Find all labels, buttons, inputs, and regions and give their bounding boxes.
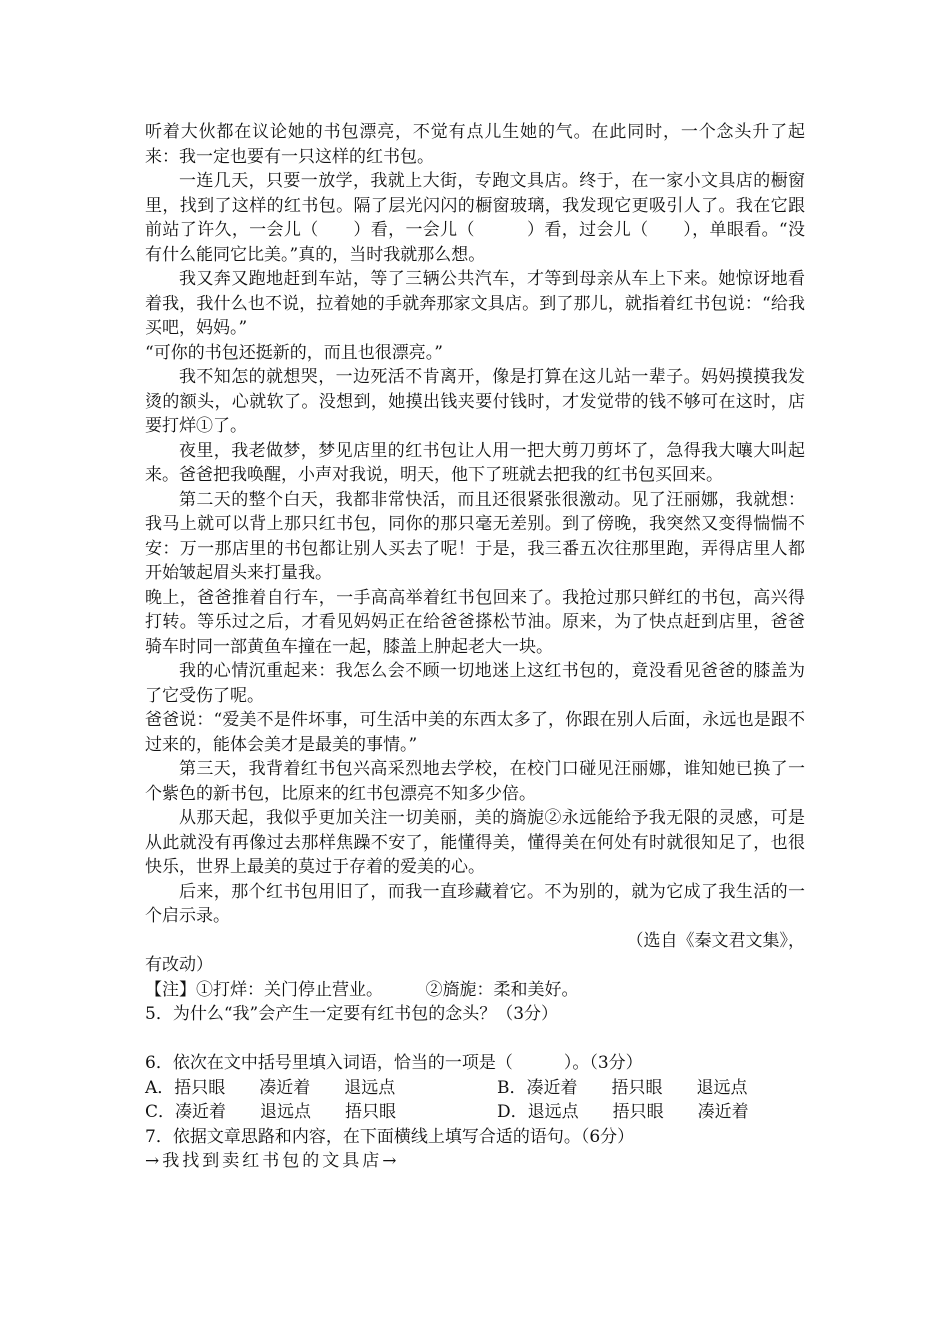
article-paragraph: 第三天，我背着红书包兴高采烈地去学校，在校门口碰见汪丽娜，谁知她已换了一个紫色的新书包，比原来的红书包漂亮不知多少倍。	[145, 759, 805, 804]
article-paragraph: 听着大伙都在议论她的书包漂亮，不觉有点儿生她的气。在此同时，一个念头升了起来：我一定也要有一只这样的红书包。	[145, 122, 805, 167]
article-paragraph: “可你的书包还挺新的，而且也很漂亮。”	[145, 342, 443, 363]
article-paragraph: 第二天的整个白天，我都非常快活，而且还很紧张很激动。见了汪丽娜，我就想：我马上就可以背上那只红书包，同你的那只毫无差别。到了傍晚，我突然又变得惴惴不安：万一那店里的书包都让别人买去了呢！于是，我三番五次往那里跑，弄得店里人都开始皱起眉头来打量我。	[145, 489, 805, 583]
article-paragraph: 后来，那个红书包用旧了，而我一直珍藏着它。不为别的，就为它成了我生活的一个启示录。	[145, 881, 805, 926]
question-5: 5．为什么“我”会产生一定要有红书包的念头？（3分）	[145, 1004, 559, 1024]
article-paragraph: 我的心情沉重起来：我怎么会不顾一切地迷上这红书包的，竟没看见爸爸的膝盖为了它受伤了呢。	[145, 661, 805, 706]
option-c: C．凑近着 退远点 捂只眼	[145, 1102, 397, 1122]
footnote: 【注】①打烊：关门停止营业。 ②旖旎：柔和美好。	[145, 979, 579, 1000]
article-body	[145, 120, 805, 929]
option-d: D．退远点 捂只眼 凑近着	[497, 1102, 749, 1122]
article-paragraph: 夜里，我老做梦，梦见店里的红书包让人用一把大剪刀剪坏了，急得我大嚷大叫起来。爸爸把我唤醒，小声对我说，明天，他下了班就去把我的红书包买回来。	[145, 440, 805, 485]
article-paragraph: 爸爸说：“爱美不是件坏事，可生活中美的东西太多了，你跟在别人后面，永远也是跟不过来的，能体会美才是最美的事情。”	[145, 710, 805, 755]
article-paragraph: 一连几天，只要一放学，我就上大街，专跑文具店。终于，在一家小文具店的橱窗里，找到了这样的红书包。隔了层光闪闪的橱窗玻璃，我发现它更吸引人了。我在它跟前站了许久，一会儿（ ）看，一会儿（ ）看，过会儿（ ），单眼看。“没有什么能同它比美。”真的，当时我就那么想。	[145, 171, 805, 265]
article-paragraph: 我不知怎的就想哭，一边死活不肯离开，像是打算在这儿站一辈子。妈妈摸摸我发烫的额头，心就软了。没想到，她摸出钱夹要付钱时，才发觉带的钱不够可在这时，店要打烊①了。	[145, 367, 805, 436]
flow-chain: →我找到卖红书包的文具店→	[145, 1151, 400, 1171]
exam-page	[145, 120, 805, 1174]
article-paragraph: 从那天起，我似乎更加关注一切美丽，美的旖旎②永远能给予我无限的灵感，可是从此就没有再像过去那样焦躁不安了，能懂得美，懂得美在何处有时就很知足了，也很快乐，世界上最美的莫过于存着的爱美的心。	[145, 808, 805, 877]
source-citation-cont: 有改动）	[145, 955, 213, 975]
source-citation: （选自《秦文君文集》，	[626, 930, 805, 951]
option-a: A．捂只眼 凑近着 退远点	[145, 1077, 396, 1098]
options-row-1	[145, 1076, 805, 1101]
options-row-2	[145, 1100, 805, 1125]
option-b: B．凑近着 捂只眼 退远点	[497, 1077, 748, 1098]
answer-space	[145, 1027, 805, 1052]
question-7: 7．依据文章思路和内容，在下面横线上填写合适的语句。（6分）	[145, 1126, 635, 1147]
question-6: 6．依次在文中括号里填入词语，恰当的一项是（ ）。（3分）	[145, 1053, 643, 1073]
article-paragraph: 晚上，爸爸推着自行车，一手高高举着红书包回来了。我抢过那只鲜红的书包，高兴得打转。等乐过之后，才看见妈妈正在给爸爸搽松节油。原来，为了快点赶到店里，爸爸骑车时同一部黄鱼车撞在一起，膝盖上肿起老大一块。	[145, 587, 805, 657]
article-paragraph: 我又奔又跑地赶到车站，等了三辆公共汽车，才等到母亲从车上下来。她惊讶地看着我，我什么也不说，拉着她的手就奔那家文具店。到了那儿，就指着红书包说：“给我买吧，妈妈。”	[145, 269, 805, 338]
